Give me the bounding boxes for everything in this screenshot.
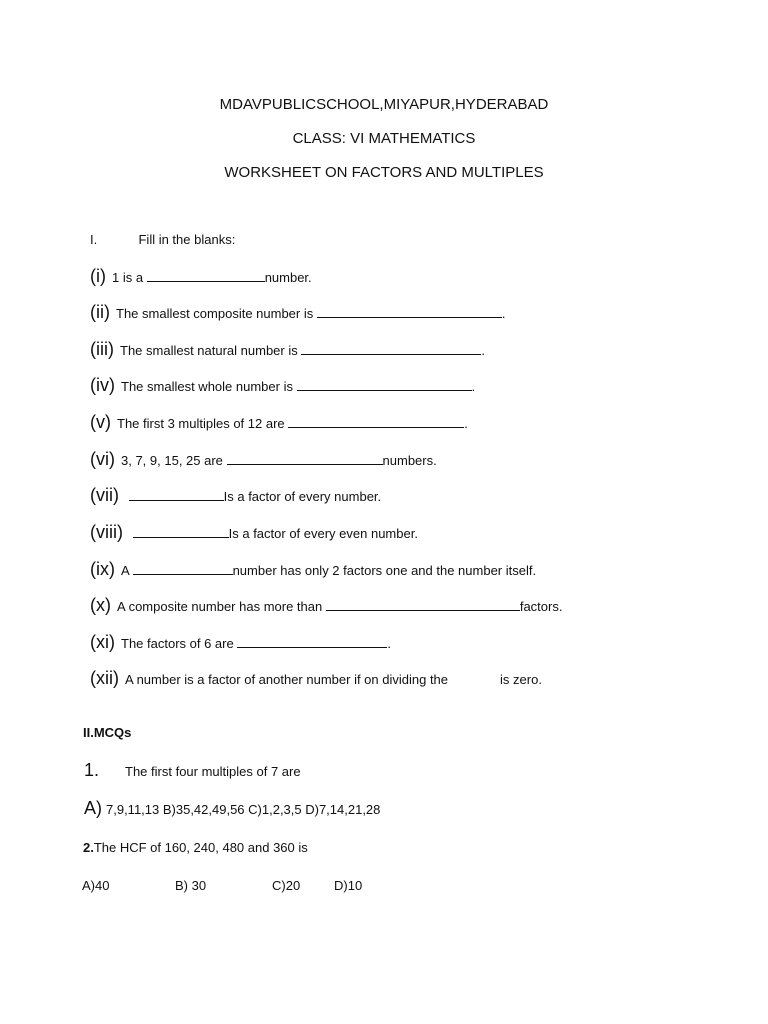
item-text-after: numbers.: [382, 453, 437, 468]
school-name: MDAVPUBLICSCHOOL,MIYAPUR,HYDERABAD: [219, 96, 549, 113]
mcq-question-1: [84, 760, 301, 781]
item-text-after: number has only 2 factors one and the number itself.: [232, 563, 537, 578]
question-number: 2.: [83, 840, 94, 855]
item-text-after: .: [471, 379, 476, 394]
answer-blank[interactable]: [301, 342, 481, 355]
mcq-option-c: C)20: [272, 878, 301, 893]
item-number: (vii): [90, 485, 119, 505]
blank-item-5: [90, 412, 468, 433]
blank-item-7: [90, 485, 381, 506]
mcq-option-d: D)10: [334, 878, 363, 893]
option-a-label: A): [84, 798, 102, 818]
mcq-options-1: [84, 798, 380, 819]
item-number: (xi): [90, 632, 115, 652]
item-number: (viii): [90, 522, 123, 542]
item-text-after: .: [387, 636, 391, 651]
item-text-before: A: [121, 563, 133, 578]
item-number: (x): [90, 595, 111, 615]
answer-blank[interactable]: [227, 452, 383, 465]
item-text-after: is zero.: [500, 672, 542, 687]
blank-item-8: [90, 522, 418, 543]
answer-blank[interactable]: [147, 269, 265, 282]
item-number: (vi): [90, 449, 115, 469]
class-title: CLASS: VI MATHEMATICS: [292, 130, 476, 147]
item-text-before: 3, 7, 9, 15, 25 are: [121, 453, 227, 468]
blank-item-12: [90, 668, 542, 689]
item-text-before: The first 3 multiples of 12 are: [117, 416, 289, 431]
blank-item-2: [90, 302, 505, 323]
item-text-after: number.: [264, 270, 312, 285]
item-text-before: A composite number has more than: [117, 599, 326, 614]
item-number: (iv): [90, 375, 115, 395]
question-text: The first four multiples of 7 are: [125, 764, 301, 779]
item-number: (xii): [90, 668, 119, 688]
blank-item-1: [90, 266, 312, 287]
blank-item-3: [90, 339, 485, 360]
answer-blank[interactable]: [297, 378, 472, 391]
blank-item-9: [90, 559, 536, 580]
item-number: (i): [90, 266, 106, 286]
section1-roman: I.: [90, 232, 98, 247]
item-text-before: The smallest natural number is: [120, 343, 302, 358]
item-text-after: Is a factor of every number.: [223, 489, 382, 504]
section1-title: Fill in the blanks:: [138, 232, 236, 247]
blank-item-10: [90, 595, 562, 616]
blank-item-11: [90, 632, 391, 653]
item-text-after: .: [464, 416, 468, 431]
answer-blank[interactable]: [129, 488, 224, 501]
item-text-before: A number is a factor of another number if on dividing the: [125, 672, 449, 687]
answer-blank[interactable]: [133, 562, 233, 575]
item-text-before: 1 is a: [112, 270, 147, 285]
answer-blank[interactable]: [326, 598, 520, 611]
item-number: (ix): [90, 559, 115, 579]
question-number: 1.: [84, 760, 100, 780]
mcq-option-a: A)40: [82, 878, 110, 893]
item-number: (v): [90, 412, 111, 432]
item-number: (iii): [90, 339, 114, 359]
answer-blank[interactable]: [237, 635, 387, 648]
mcq-question-2: [83, 840, 308, 855]
answer-blank[interactable]: [317, 305, 502, 318]
options-text: 7,9,11,13 B)35,42,49,56 C)1,2,3,5 D)7,14,21,28: [106, 802, 381, 817]
item-number: (ii): [90, 302, 110, 322]
blank-item-6: [90, 449, 437, 470]
item-text-after: factors.: [519, 599, 563, 614]
answer-blank[interactable]: [133, 525, 229, 538]
answer-blank[interactable]: [288, 415, 464, 428]
section2-heading: II.MCQs: [83, 725, 132, 740]
item-text-before: The smallest whole number is: [121, 379, 297, 394]
blank-item-4: [90, 375, 475, 396]
item-text-after: .: [501, 306, 506, 321]
item-text-after: Is a factor of every even number.: [228, 526, 418, 541]
item-text-before: The factors of 6 are: [121, 636, 238, 651]
item-text-before: The smallest composite number is: [116, 306, 317, 321]
question-text: The HCF of 160, 240, 480 and 360 is: [93, 840, 308, 855]
mcq-option-b: B) 30: [175, 878, 207, 893]
worksheet-title: WORKSHEET ON FACTORS AND MULTIPLES: [224, 164, 544, 181]
section1-heading: [90, 232, 235, 247]
item-text-after: .: [481, 343, 485, 358]
